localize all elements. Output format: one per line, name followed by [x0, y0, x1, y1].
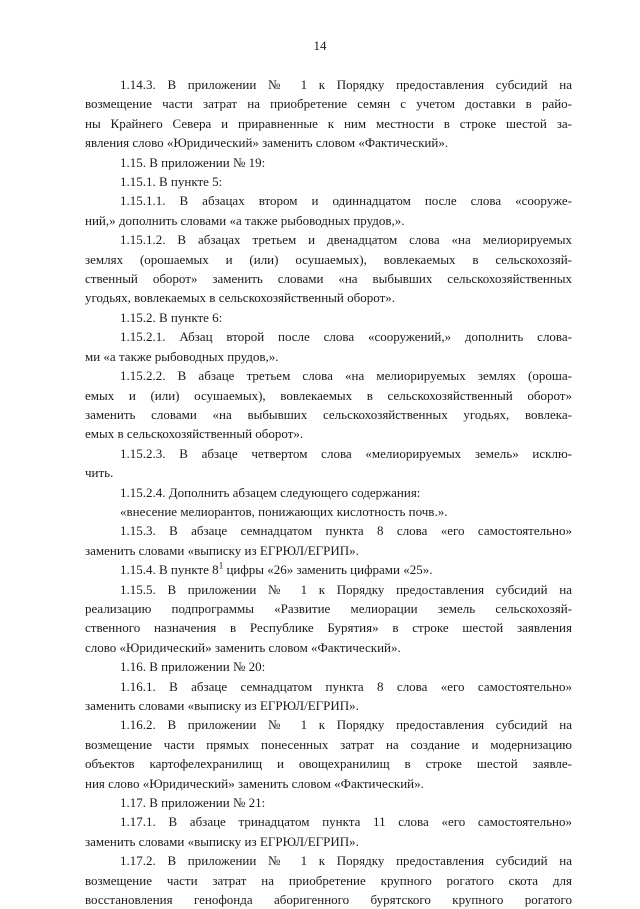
paragraph-line: 1.16.1. В абзаце семнадцатом пункта 8 слова «его самостоятельно» [120, 678, 572, 694]
paragraph-p9 [85, 444, 572, 483]
paragraph-p4 [85, 191, 572, 230]
paragraph-line: заменить словами «выписку из ЕГРЮЛ/ЕГРИП». [85, 698, 359, 713]
paragraph-line: 1.16.2. В приложении № 1 к Порядку предоставления субсидий на [120, 717, 572, 733]
paragraph-line: заменить словами «выписку из ЕГРЮЛ/ЕГРИП». [85, 542, 359, 558]
paragraph-line: 1.15.1.2. В абзацах третьем и двенадцатом слова «на мелиорируемых [120, 232, 572, 248]
paragraph-line: угодьях, вовлекаемых в сельскохозяйственный оборот». [85, 290, 395, 306]
superscript: 1 [218, 560, 224, 571]
paragraph-line: возмещение части затрат на приобретение семян с учетом доставки в райо- [85, 96, 572, 112]
paragraph-line: ственный оборот» заменить словами «на выбывших сельскохозяйственных [85, 271, 572, 287]
paragraph-line: слово «Юридический» заменить словом «Фактический». [85, 639, 401, 655]
paragraph-p11 [85, 502, 572, 521]
paragraph-text: 1.15.4. В пункте 8 [120, 562, 219, 578]
paragraph-p3 [85, 172, 572, 191]
paragraph-p5 [85, 230, 572, 308]
paragraph-line: объектов картофелехранилищ и овощехранилищ в строке шестой заявле- [85, 756, 572, 772]
page-number: 14 [313, 38, 327, 53]
paragraph-line: 1.15. В приложении № 19: [120, 154, 266, 170]
paragraph-line: 1.14.3. В приложении № 1 к Порядку предоставления субсидий на [120, 77, 572, 92]
paragraph-line: 1.15.2.2. В абзаце третьем слова «на мелиорируемых землях (ороша- [120, 368, 572, 384]
paragraph-p13 [85, 560, 572, 579]
paragraph-p15 [85, 657, 572, 676]
paragraph-line: явления слово «Юридический» заменить словом «Фактический». [85, 135, 449, 151]
paragraph-p18 [85, 793, 572, 812]
paragraph-p7 [85, 327, 572, 366]
paragraph-line: заменить словами «выписку из ЕГРЮЛ/ЕГРИП». [85, 833, 359, 849]
paragraph-line: возмещение части прямых понесенных затрат на создание и модернизацию [85, 736, 572, 752]
paragraph-line: 1.17.1. В абзаце тринадцатом пункта 11 слова «его самостоятельно» [120, 814, 572, 830]
paragraph-line: 1.15.2.3. В абзаце четвертом слова «мелиорируемых земель» исклю- [120, 445, 572, 461]
paragraph-line: ны Крайнего Севера и приравненные к ним местности в строке шестой за- [85, 115, 572, 131]
paragraph-line [85, 560, 572, 579]
paragraph-line: ния слово «Юридический» заменить словом «Фактический». [85, 775, 424, 791]
paragraph-line: ми «а также рыбоводных прудов,». [85, 348, 279, 364]
paragraph-p17 [85, 715, 572, 793]
paragraph-line: 1.15.5. В приложении № 1 к Порядку предоставления субсидий на [120, 581, 572, 597]
paragraph-p16 [85, 677, 572, 716]
paragraph-p1 [85, 75, 572, 153]
paragraph-line: 1.15.2.4. Дополнить абзацем следующего содержания: [120, 484, 421, 500]
paragraph-line: емых в сельскохозяйственный оборот». [85, 426, 304, 442]
paragraph-line: 1.17.2. В приложении № 1 к Порядку предоставления субсидий на [120, 853, 572, 869]
paragraph-line: 1.15.2.1. Абзац второй после слова «сооружений,» дополнить слова- [120, 329, 572, 345]
paragraph-p12 [85, 521, 572, 560]
paragraph-line: ственного назначения в Республике Бурятия» в строке шестой заявления [85, 620, 572, 636]
paragraph-line: «внесение мелиорантов, понижающих кислотность почв.». [120, 503, 448, 519]
paragraph-line: 1.15.1. В пункте 5: [120, 174, 223, 190]
paragraph-line: 1.15.1.1. В абзацах втором и одиннадцатом после слова «сооруже- [120, 193, 572, 209]
paragraph-p19 [85, 812, 572, 851]
paragraph-p10 [85, 483, 572, 502]
paragraph-p2 [85, 153, 572, 172]
paragraph-line: ний,» дополнить словами «а также рыбоводных прудов,». [85, 212, 405, 228]
paragraph-line: емых и (или) осушаемых), вовлекаемых в сельскохозяйственный оборот» [85, 387, 572, 403]
paragraph-p8 [85, 366, 572, 444]
paragraph-p14 [85, 580, 572, 658]
document-body [85, 75, 572, 909]
paragraph-line: восстановления генофонда аборигенного бурятского крупного рогатого [85, 892, 572, 908]
paragraph-line: возмещение части затрат на приобретение крупного рогатого скота для [85, 872, 572, 888]
paragraph-line: реализацию подпрограммы «Развитие мелиорации земель сельскохозяй- [85, 600, 572, 616]
paragraph-p20 [85, 851, 572, 909]
paragraph-p6 [85, 308, 572, 327]
paragraph-line: чить. [85, 465, 114, 481]
paragraph-line: 1.15.3. В абзаце семнадцатом пункта 8 слова «его самостоятельно» [120, 523, 572, 539]
paragraph-line: 1.16. В приложении № 20: [120, 659, 266, 675]
paragraph-line: заменить словами «на выбывших сельскохозяйственных угодьях, вовлека- [85, 406, 572, 422]
paragraph-line: 1.17. В приложении № 21: [120, 795, 266, 811]
paragraph-line: землях (орошаемых и (или) осушаемых), вовлекаемых в сельскохозяй- [85, 251, 572, 267]
paragraph-line: 1.15.2. В пункте 6: [120, 309, 223, 325]
paragraph-text: цифры «26» заменить цифрами «25». [223, 562, 433, 578]
